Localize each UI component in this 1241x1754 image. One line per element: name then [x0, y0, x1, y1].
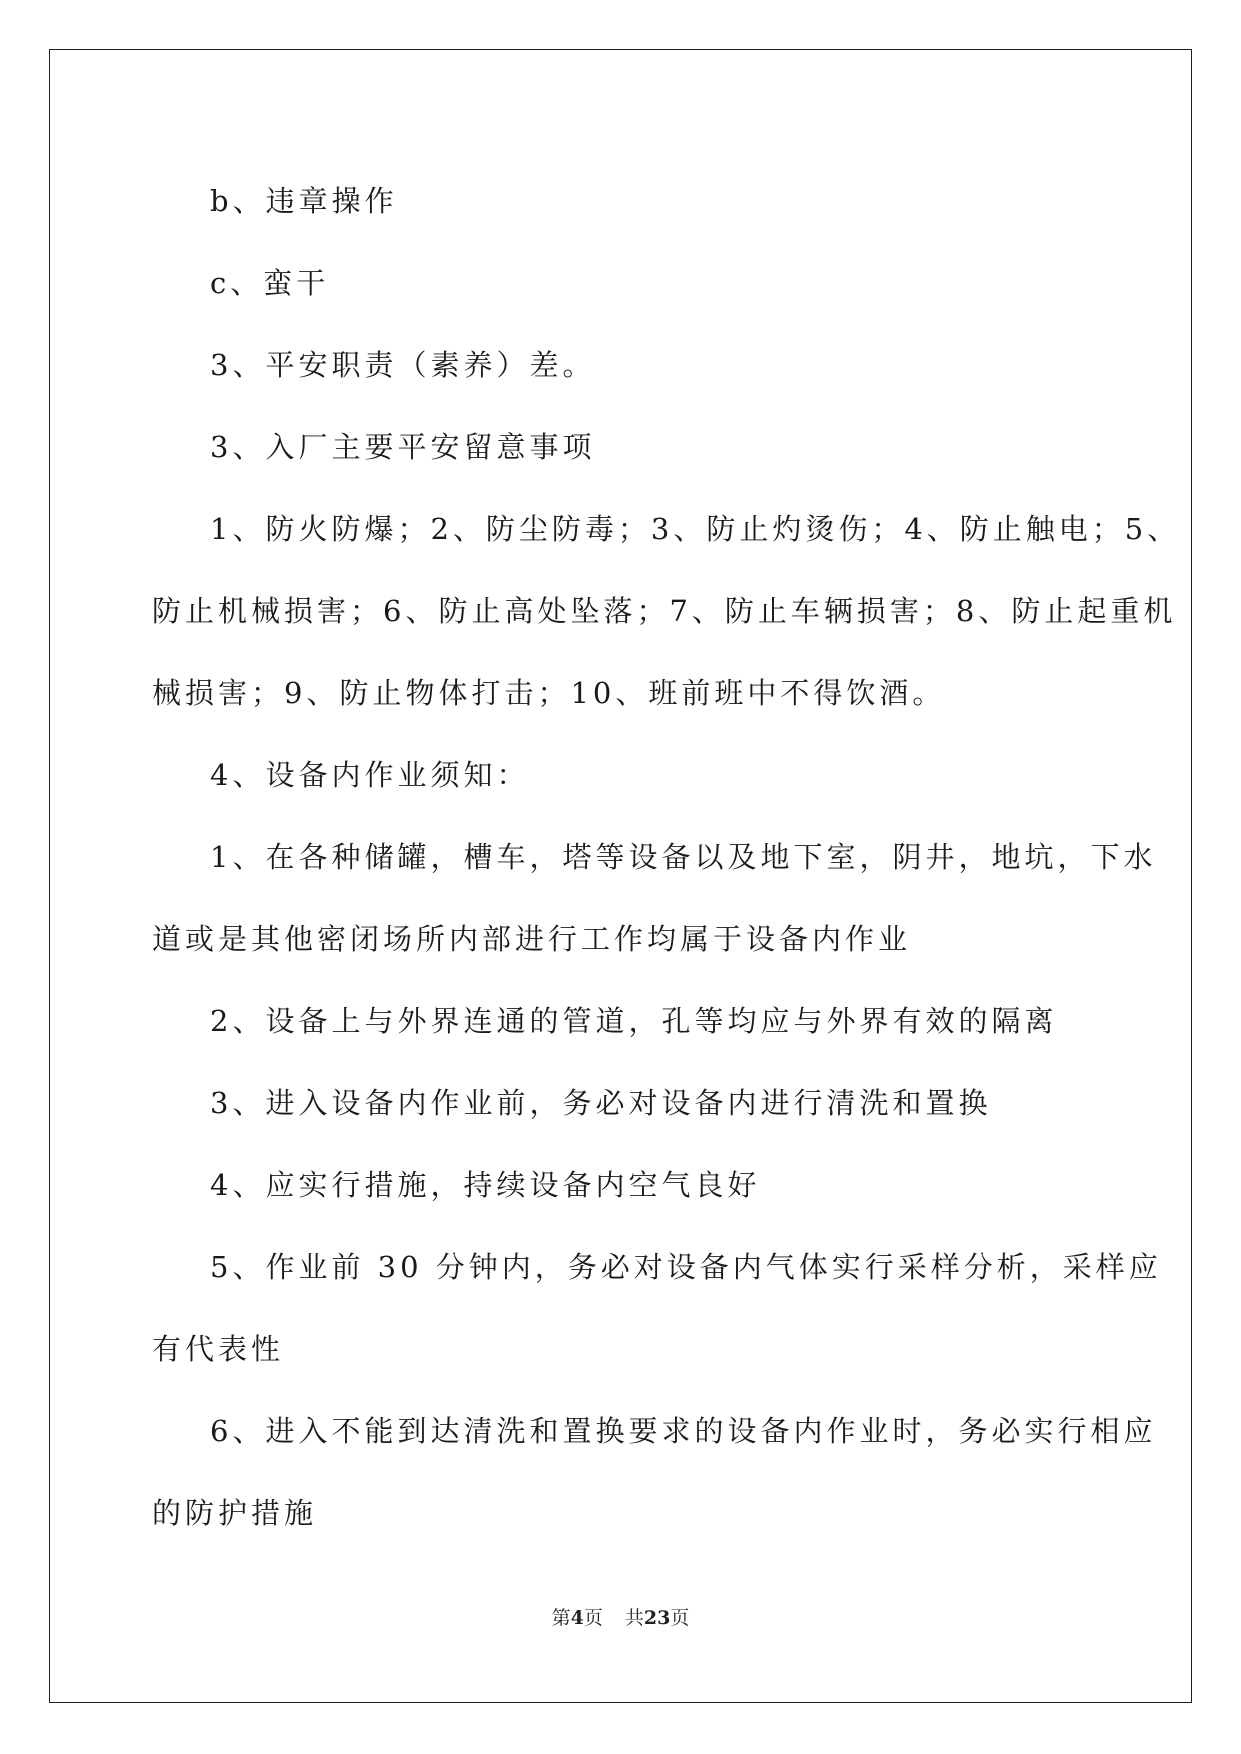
section-heading: 3、入厂主要平安留意事项 [210, 430, 596, 464]
paragraph-line: 4、应实行措施，持续设备内空气良好 [210, 1168, 761, 1202]
section-heading: 4、设备内作业须知： [210, 758, 530, 792]
total-prefix: 共 [624, 1607, 644, 1629]
paragraph-line: 1、在各种储罐，槽车，塔等设备以及地下室，阴井，地坑，下水 [210, 840, 1157, 874]
paragraph-line: 有代表性 [152, 1332, 285, 1366]
total-suffix: 页 [670, 1607, 690, 1629]
total-pages: 23 [643, 1607, 671, 1629]
paragraph-line: c、蛮干 [210, 266, 330, 300]
paragraph-line: 械损害；9、防止物体打击；10、班前班中不得饮酒。 [152, 676, 946, 710]
paragraph-line: 6、进入不能到达清洗和置换要求的设备内作业时，务必实行相应 [210, 1414, 1157, 1448]
page-suffix: 页 [583, 1607, 603, 1629]
document-body [152, 160, 1181, 1554]
paragraph-line: 道或是其他密闭场所内部进行工作均属于设备内作业 [152, 922, 912, 956]
page-number: 4 [570, 1607, 584, 1629]
paragraph-line: 1、防火防爆；2、防尘防毒；3、防止灼烫伤；4、防止触电；5、 [210, 512, 1181, 546]
paragraph-line: 3、进入设备内作业前，务必对设备内进行清洗和置换 [210, 1086, 992, 1120]
page-footer [0, 1603, 1241, 1630]
paragraph-line: b、违章操作 [210, 184, 398, 218]
paragraph-line: 防止机械损害；6、防止高处坠落；7、防止车辆损害；8、防止起重机 [152, 594, 1177, 628]
paragraph-line: 3、平安职责（素养）差。 [210, 348, 596, 382]
page-prefix: 第 [551, 1607, 571, 1629]
paragraph-line: 的防护措施 [152, 1496, 318, 1530]
paragraph-line: 2、设备上与外界连通的管道，孔等均应与外界有效的隔离 [210, 1004, 1058, 1038]
paragraph-line: 5、作业前 30 分钟内，务必对设备内气体实行采样分析，采样应 [210, 1250, 1162, 1284]
